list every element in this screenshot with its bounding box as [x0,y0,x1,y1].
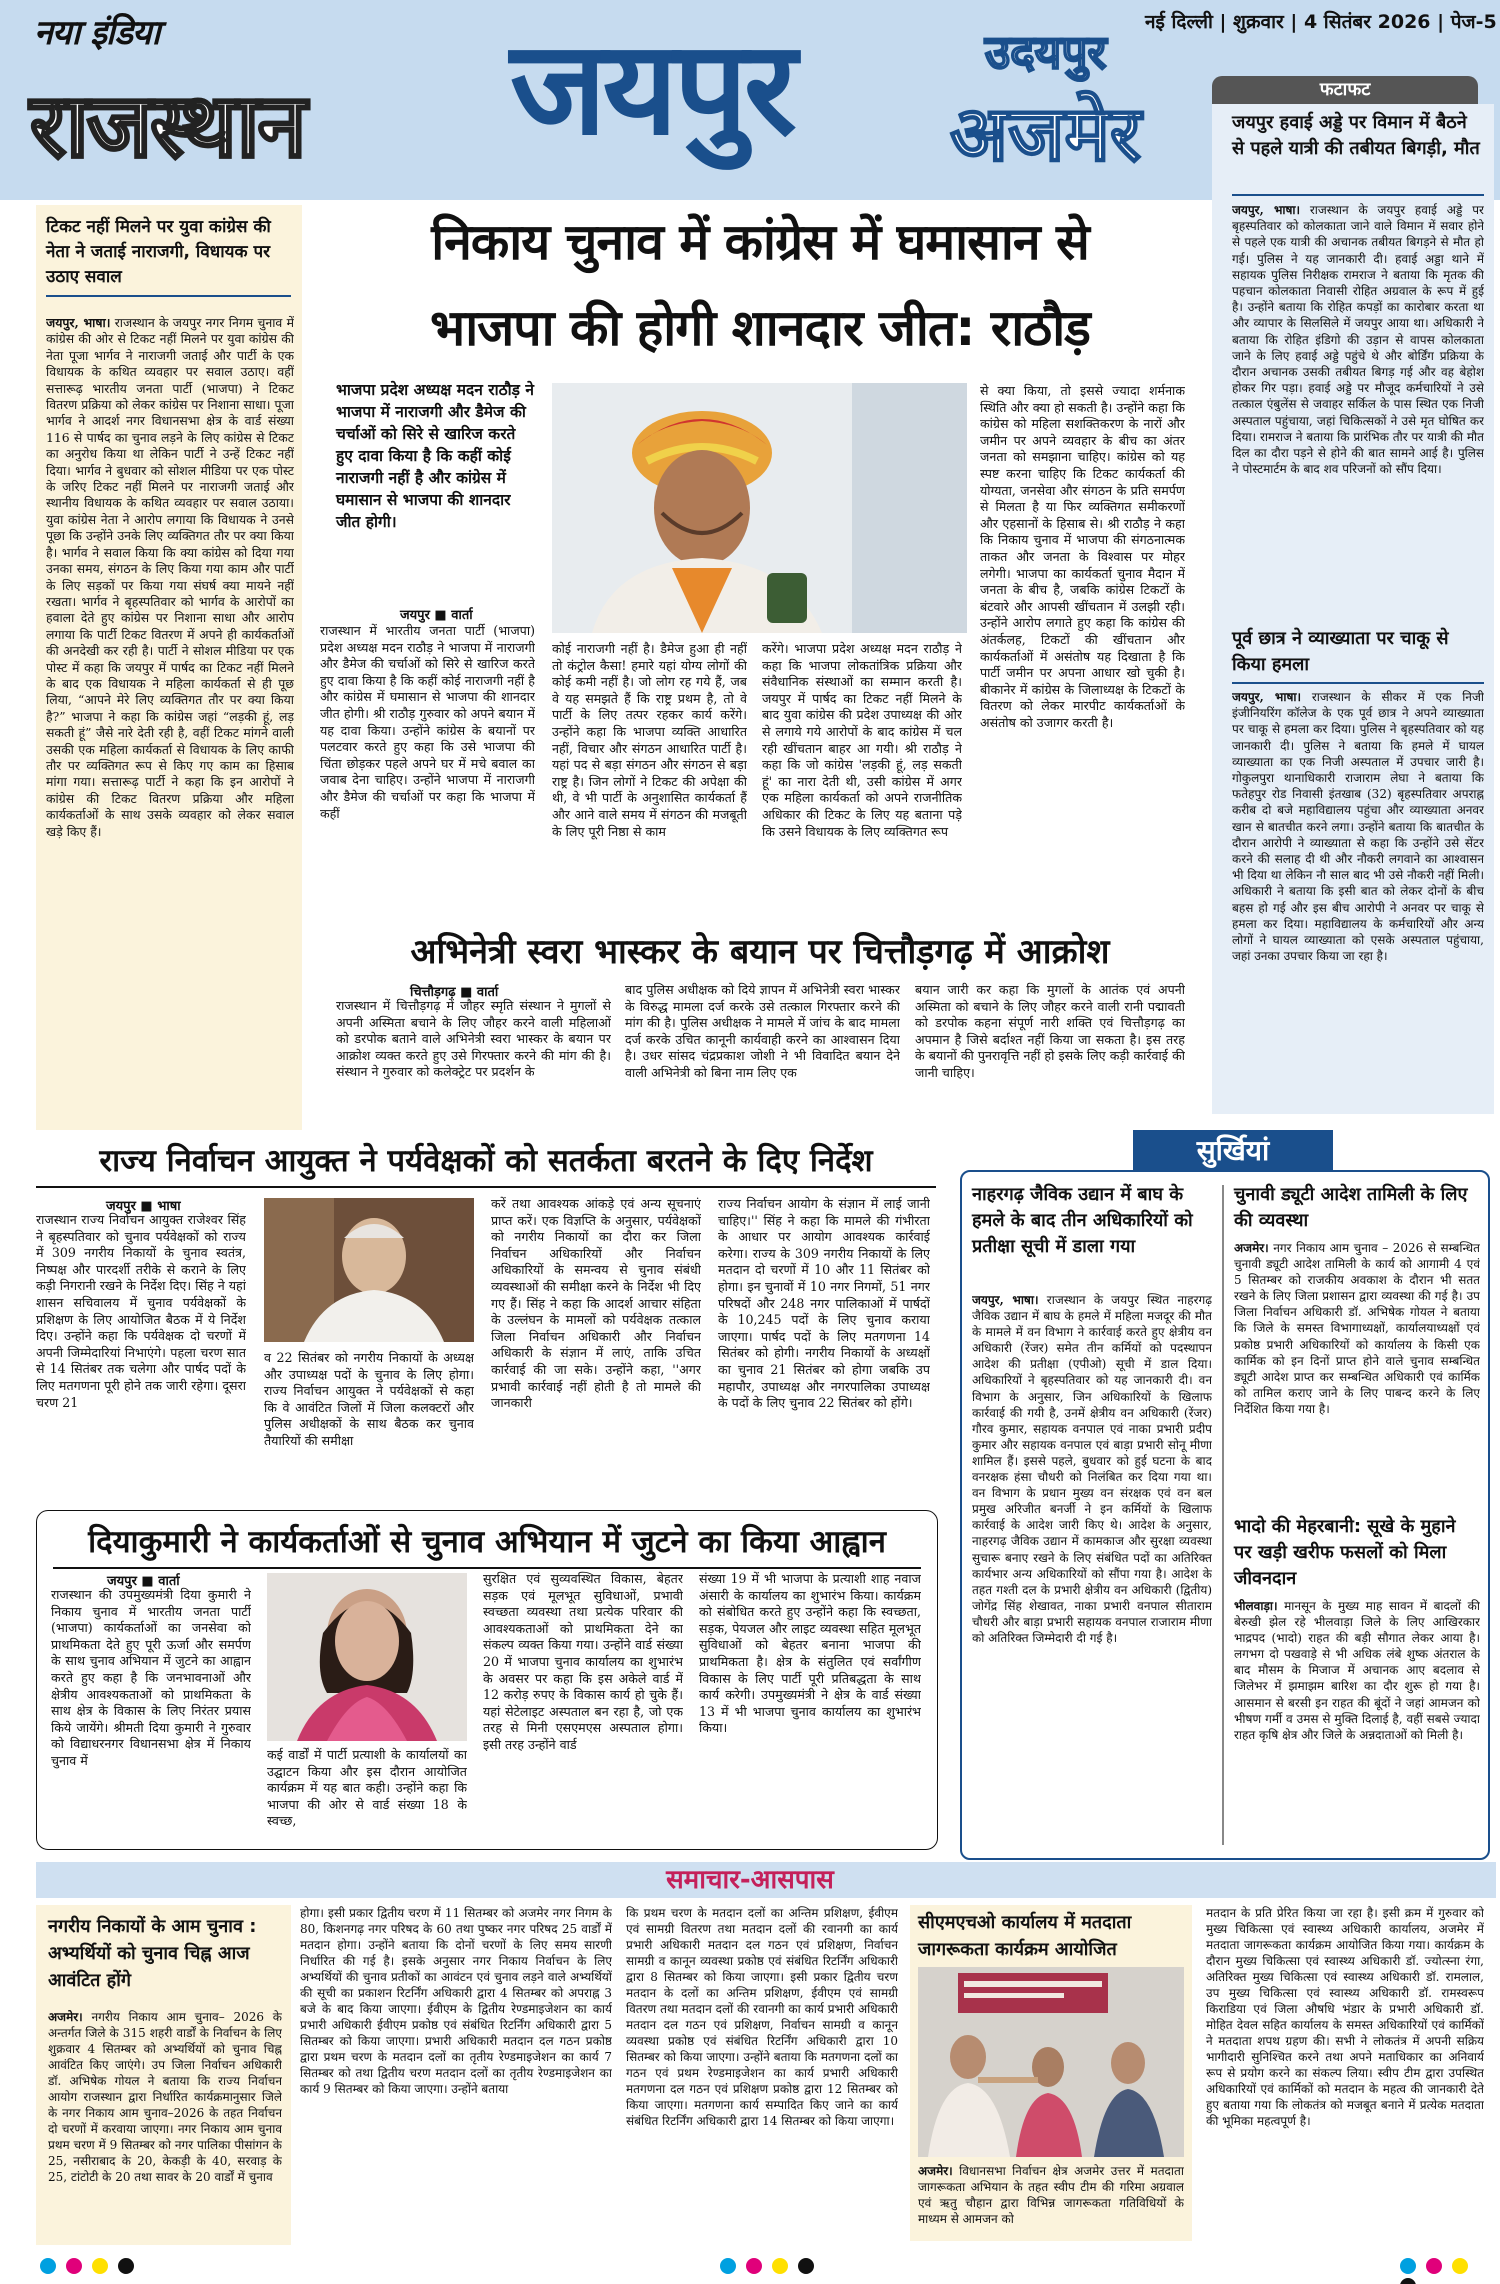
election-byline: जयपुर ■ भाषा [106,1199,181,1214]
surkhiyan-body-3: भीलवाड़ा। मानसून के मुख्य माह सावन में बादलों की बेरुखी झेल रहे भीलवाड़ा जिले के लिए आखिरकार भाद्रपद (भादो) राहत की बड़ी सौगात लेकर आया है। लगभग दो पखवाड़े से भी अधिक लंबे शुष्क अंतराल के बाद मौसम के मिजाज में अचानक आए बदलाव से जिलेभर में झमाझम बारिश का दौर शुरू हो गया है। आसमान से बरसी इन राहत की बूंदों ने जहां आमजन को भीषण गर्मी व उमस से मुक्ति दिलाई है, वहीं सबसे ज्यादा राहत कृषि क्षेत्र और जिले के अन्नदाताओं को मिली है। [1234,1599,1480,1742]
swara-byline: चित्तौड़गढ़ ■ वार्ता [410,985,499,1000]
print-color-marks [720,2258,824,2278]
lead-col-1: राजस्थान में भारतीय जनता पार्टी (भाजपा) प्रदेश अध्यक्ष मदन राठौड़ ने भाजपा में नाराजगी और डैमेज की चर्चाओं को सिरे से खारिज करते हुए दावा किया है कि कहीं कोई नाराजगी नहीं है और कांग्रेस में घमासान से भाजपा की शानदार जीत होगी। श्री राठौड़ गुरुवार को अपने बयान में यह दावा किया। उन्होंने कांग्रेस के बयानों पर पलटवार करते हुए कहा कि उसे भाजपा की चिंता छोड़कर पहले अपने घर में मचे बवाल का जवाब देना चाहिए। उन्होंने भाजपा में नाराजगी और डैमेज की चर्चाओं पर कहा कि भाजपा में कहीं [320,623,535,821]
official-photo-icon [264,1198,474,1342]
election-col-1: राजस्थान राज्य निर्वाचन आयुक्त राजेश्वर सिंह ने बृहस्पतिवार को चुनाव पर्यवेक्षकों को राज्य में 309 नगरीय निकायों के चुनाव स्वतंत्र, निष्पक्ष और पारदर्शी तरीके से कराने के लिए कड़ी निगरानी रखने के निर्देश दिए। सिंह ने यहां शासन सचिवालय में चुनाव पर्यवेक्षकों के प्रशिक्षण के लिए आयोजित बैठक में ये निर्देश दिए। उन्होंने कहा कि पर्यवेक्षक दो चरणों में अपनी जिम्मेदारियां निभाएंगे। पहला चरण सात से 14 सितंबर तक चलेगा और पार्षद पदों के लिए मतगणना पूरी होने तक जारी रहेगा। दूसरा चरण 21 [36,1212,246,1410]
city-title-ajmer: अजमेर [950,89,1141,178]
diya-col-3: सुरक्षित एवं सुव्यवस्थित विकास, बेहतर सड़क एवं मूलभूत सुविधाओं, प्रभावी स्वच्छता व्यवस्था तथा प्रत्येक परिवार की आवश्यकताओं को प्राथमिकता देने का संकल्प व्यक्त किया गया। उन्होंने वार्ड संख्या 20 में भाजपा चुनाव कार्यालय का शुभारंभ के अवसर पर कहा कि इस अकेले वार्ड में 12 करोड़ रुपए के विकास कार्य हो चुके हैं। यहां सेटेलाइट अस्पताल बन रहा है, जो एक तरह से मिनी एसएमएस अस्पताल होगा। इसी तरह उन्होंने वार्ड [483,1571,683,1752]
fatafat-headline-1: जयपुर हवाई अड्डे पर विमान में बैठने से पहले यात्री की तबीयत बिगड़ी, मौत [1232,112,1480,159]
fatafat-body-1: जयपुर, भाषा। राजस्थान के जयपुर हवाई अड्डे पर बृहस्पतिवार को कोलकाता जाने वाले विमान में सवार होने से पहले एक यात्री की अचानक तबीयत बिगड़ने से मौत हो गई। पुलिस ने यह जानकारी दी। हवाई अड्डा थाने में सहायक पुलिस निरीक्षक रामराज ने बताया कि मृतक की पहचान कोलकाता निवासी रोहित अग्रवाल के रूप में हुई है। उन्होंने बताया कि रोहित कपड़ों का कारोबार करता था और व्यापार के सिलसिले में जयपुर आया था। अधिकारी ने बताया कि रोहित इंडिगो की उड़ान से वापस कोलकाता जाने के लिए हवाई अड्डे पहुंचे थे और बोर्डिंग प्रक्रिया के दौरान अचानक उसकी तबीयत बिगड़ गई और वह बेहोश होकर गिर पड़ा। हवाई अड्डे पर मौजूद कर्मचारियों ने उसे तत्काल एंबुलेंस से जवाहर सर्किल के पास स्थित एक निजी अस्पताल पहुंचाया, जहां चिकित्सकों ने उसे मृत घोषित कर दिया। रामराज ने बताया कि प्रारंभिक तौर पर यात्री की मौत दिल का दौरा पड़ने से होने की बात सामने आई है। पुलिस ने पोस्टमार्टम के बाद शव परिजनों को सौंप दिया। [1232,203,1484,477]
diya-col-1: राजस्थान की उपमुख्यमंत्री दिया कुमारी ने निकाय चुनाव में भारतीय जनता पार्टी (भाजपा) कार्यकर्ताओं का जनसेवा को प्राथमिकता देते हुए पूरी ऊर्जा और समर्पण के साथ चुनाव अभियान में जुटने का आह्वान करते हुए कहा है कि जनभावनाओं और क्षेत्रीय आवश्यकताओं को प्राथमिकता के साथ क्षेत्र के विकास के लिए निरंतर प्रयास किये जायेंगे। श्रीमती दिया कुमारी ने गुरुवार को विद्याधरनगर विधानसभा क्षेत्र में निकाय चुनाव में [51,1587,251,1768]
aaspaas-headline-1: नगरीय निकायों के आम चुनाव : अभ्यर्थियों को चुनाव चिह्न आज आवंटित होंगे [48,1916,257,1991]
rathore-photo [552,383,967,633]
aaspaas-story1-col-1: अजमेर। नगरीय निकाय आम चुनाव– 2026 के अन्तर्गत जिले के 315 शहरी वार्डों के निर्वाचन के लिए शुक्रवार 4 सितम्बर को अभ्यर्थियों को चुनाव चिह्न आवंटित किए जाएंगे। उप जिला निर्वाचन अधिकारी डॉ. अभिषेक गोयल ने बताया कि राज्य निर्वाचन आयोग राजस्थान द्वारा निर्धारित कार्यक्रमानुसार जिले के नगर निकाय आम चुनाव–2026 के तहत निर्वाचन दो चरणों में करवाया जाएगा। नगर निकाय आम चुनाव प्रथम चरण में 9 सितम्बर को नगर पालिका पीसांगन के 25, नसीराबाद के 20, केकड़ी के 40, सरवाड़ के 25, टांटोटी के 20 तथा सावर के 20 वार्डों में चुनाव [48,2010,282,2184]
fatafat-body-2: जयपुर, भाषा। राजस्थान के सीकर में एक निजी इंजीनियरिंग कॉलेज के एक पूर्व छात्र ने अपने व्याख्याता पर चाकू से हमला कर दिया। पुलिस ने बृहस्पतिवार को यह जानकारी दी। पुलिस ने बताया कि हमले में घायल व्याख्याता का एक निजी अस्पताल में उपचार जारी है। गोकुलपुरा थानाधिकारी राजाराम लेघा ने बताया कि फतेहपुर रोड निवासी इंतखाब (32) बृहस्पतिवार अपराह्न करीब दो बजे महाविद्यालय पहुंचा और व्याख्याता अनवर खान से बातचीत करने लगा। उन्होंने बताया कि बातचीत के दौरान आरोपी ने व्याख्याता से कहा कि उन्होंने उसे सेंटर करने की सलाह दी थी और नौकरी लगवाने का आश्वासन भी दिया था लेकिन नौ साल बाद भी उसे नौकरी नहीं मिली। अधिकारी ने बताया कि इसी बात को लेकर दोनों के बीच बहस हो गई और इस बीच आरोपी ने अनवर पर चाकू से हमला कर दिया। महाविद्यालय के कर्मचारियों और अन्य लोगों ने घायल व्याख्याता को एसके अस्पताल पहुंचाया, जहां उनका उपचार किया जा रहा है। [1232,690,1484,964]
divider [53,1567,921,1569]
lead-byline: जयपुर ■ वार्ता [400,608,473,623]
city-title-jaipur: जयपुर [510,12,793,164]
print-color-marks [1400,2258,1500,2284]
election-col-2: व 22 सितंबर को नगरीय निकायों के अध्यक्ष और उपाध्यक्ष पदों के चुनाव के लिए होगा। राज्य निर्वाचन आयुक्त ने पर्यवेक्षकों से कहा कि वे आवंटित जिलों में जिला कलक्टरों और पुलिस अधीक्षकों के साथ बैठक कर चुनाव तैयारियों की समीक्षा [264,1350,474,1448]
left-story-body: जयपुर, भाषा। राजस्थान के जयपुर नगर निगम चुनाव में कांग्रेस की ओर से टिकट नहीं मिलने पर युवा कांग्रेस की नेता पूजा भार्गव ने नाराजगी जताई और पार्टी के एक विधायक के कथित व्यवहार पर सवाल उठाए। वहीं सत्तारूढ़ भारतीय जनता पार्टी (भाजपा) ने टिकट वितरण प्रक्रिया को लेकर कांग्रेस पर निशाना साधा। पूजा भार्गव ने आदर्श नगर विधानसभा क्षेत्र के वार्ड संख्या 116 से पार्षद का चुनाव लड़ने के लिए कांग्रेस से टिकट का अनुरोध किया था लेकिन पार्टी ने उन्हें टिकट नहीं दिया। भार्गव ने बुधवार को सोशल मीडिया पर एक पोस्ट के जरिए टिकट नहीं मिलने पर नाराजगी जताई और स्थानीय विधायक के कथित व्यवहार पर सवाल उठाया। युवा कांग्रेस नेता ने आरोप लगाया कि विधायक ने उनसे पूछा कि उन्होंने उनके लिए व्यक्तिगत तौर पर क्या किया है। भार्गव ने सवाल किया कि क्या कांग्रेस को दिया गया उनका समय, संगठन के लिए किया गया काम और पार्टी के लिए सड़कों पर किया गया संघर्ष क्या मायने नहीं रखता। भार्गव ने बृहस्पतिवार को भार्गव के आरोपों का हवाला देते हुए कांग्रेस पर निशाना साधा और आरोप लगाया कि पार्टी टिकट वितरण में अपने ही कार्यकर्ताओं की अनदेखी कर रही है। पार्टी ने सोशल मीडिया पर एक पोस्ट में कहा कि जयपुर में पार्षद का टिकट नहीं मिलने के बाद एक विधायक ने महिला कार्यकर्ता से ही पूछ लिया, “आपने मेरे लिए व्यक्तिगत तौर पर क्या किया है?” भाजपा ने कहा कि कांग्रेस जहां “लड़की हूं, लड़ सकती हूं” जैसे नारे देती रही है, वहीं टिकट मांगने वाली उसकी एक महिला कार्यकर्ता से विधायक के लिए काफी तौर पर व्यक्तिगत रूप से किए गए काम का हिसाब मांगा गया। सत्तारूढ़ पार्टी ने कहा कि इन आरोपों ने कांग्रेस की टिकट वितरण प्रक्रिया और महिला कार्यकर्ताओं के साथ उसके व्यवहार को लेकर सवाल खड़े किए हैं। [46,315,294,839]
lead-col-2: कोई नाराजगी नहीं है। डैमेज हुआ ही नहीं तो कंट्रोल कैसा! हमारे यहां योग्य लोगों की कोई कमी नहीं है। जो लोग रह गये हैं, जब वे यह समझते हैं कि राष्ट्र प्रथम है, तो वे पार्टी के लिए तत्पर रहकर कार्य करेंगे। उन्होंने कहा कि भाजपा व्यक्ति आधारित नहीं, विचार और संगठन आधारित पार्टी है। यहां पद से बड़ा संगठन और संगठन से बड़ा राष्ट्र है। जिन लोगों ने टिकट की अपेक्षा की थी, वे भी पार्टी के अनुशासित कार्यकर्ता हैं और आने वाले समय में संगठन की मजबूती के लिए पूरी निष्ठा से काम [552,641,747,839]
left-story-headline: टिकट नहीं मिलने पर युवा कांग्रेस की नेता ने जताई नाराजगी, विधायक पर उठाए सवाल [46,217,271,287]
politician-photo-icon [552,383,967,633]
election-headline: राज्य निर्वाचन आयुक्त ने पर्यवेक्षकों को सतर्कता बरतने के दिए निर्देश [99,1143,873,1179]
deputy-cm-photo-icon [267,1573,467,1741]
print-color-marks [40,2258,144,2278]
city-title-udaipur: उदयपुर [985,25,1107,79]
swara-col-3: बयान जारी कर कहा कि मुगलों के आतंक एवं अपनी अस्मिता को बचाने के लिए जौहर करने वाली रानी पद्मावती को डरपोक कहना संपूर्ण नारी शक्ति एवं चित्तौड़गढ़ का अपमान है जिसे बर्दाश्त नहीं किया जा सकता है। इस तरह के बयानों की पुनरावृत्ति नहीं हो इसके लिए कड़ी कार्रवाई की जानी चाहिए। [915,982,1185,1080]
aaspaas-story2-col-1: अजमेर। विधानसभा निर्वाचन क्षेत्र अजमेर उत्तर में मतदाता जागरूकता अभियान के तहत स्वीप टीम की गरिमा अग्रवाल एवं ऋतु चौहान द्वारा विभिन्न जागरूकता गतिविधियों के माध्यम से आमजन को [918,2164,1184,2226]
lead-pull-quote: भाजपा प्रदेश अध्यक्ष मदन राठौड़ ने भाजपा में नाराजगी और डैमेज की चर्चाओं को सिरे से खारिज करते हुए दावा किया है कि कहीं कोई नाराजगी नहीं है और कांग्रेस में घमासान से भाजपा की शानदार जीत होगी। [336,381,534,531]
diya-byline: जयपुर ■ वार्ता [107,1574,180,1589]
lead-headline-line-2: भाजपा की होगी शानदार जीत: राठौड़ [430,299,1090,357]
issue-dateline: नई दिल्ली | शुक्रवार | 4 सितंबर 2026 | पेज-5 [1145,11,1497,33]
swara-headline: अभिनेत्री स्वरा भास्कर के बयान पर चित्तौड़गढ़ में आक्रोश [410,932,1110,972]
diya-col-2: कई वार्डों में पार्टी प्रत्याशी के कार्यालयों का उद्घाटन किया और इस दौरान आयोजित कार्यक्रम में यह बात कही। उन्होंने कहा कि भाजपा की ओर से वार्ड संख्या 18 के स्वच्छ, [267,1747,467,1829]
surkhiyan-label: सुर्खियां [1133,1130,1333,1172]
diya-headline: दियाकुमारी ने कार्यकर्ताओं से चुनाव अभियान में जुटने का किया आह्वान [88,1524,886,1560]
lead-col-4: से क्या किया, तो इससे ज्यादा शर्मनाक स्थिति और क्या हो सकती है। उन्होंने कहा कि कांग्रेस को महिला सशक्तिकरण के नारों और जमीन पर अपने व्यवहार के बीच का अंतर जनता को समझाना चाहिए। कांग्रेस को यह स्पष्ट करना चाहिए कि टिकट कार्यकर्ता की योग्यता, जनसेवा और संगठन के प्रति समर्पण से मिलता है या फिर व्यक्तिगत समीकरणों और एहसानों के हिसाब से। श्री राठौड़ ने कहा कि निकाय चुनाव में भाजपा की संगठनात्मक ताकत और जनता के विश्वास पर मोहर लगेगी। भाजपा का कार्यकर्ता चुनाव मैदान में जनता के बीच है, जबकि कांग्रेस टिकटों के बंटवारे और आपसी खींचतान में उलझी रही। उन्होंने आरोप लगाते हुए कहा कि कांग्रेस की अंतर्कलह, टिकटों की खींचतान और कार्यकर्ताओं में असंतोष यह दिखाता है कि पार्टी जमीन पर अपना आधार खो चुकी है। बीकानेर में कांग्रेस के जिलाध्यक्ष के टिकटों के वितरण को लेकर मारपीट कार्यकर्ताओं के असंतोष को उजागर करती है। [980,383,1185,730]
brand-name: नया इंडिया [34,13,160,53]
election-photo [264,1198,474,1342]
lead-story [320,205,1200,930]
surkhiyan-body-2: अजमेर। नगर निकाय आम चुनाव – 2026 से सम्बन्धित चुनावी ड्यूटी आदेश तामिली के कार्य को आगामी 4 एवं 5 सितम्बर को राजकीय अवकाश के दौरान भी सतत रखने के लिए जिला प्रशासन द्वारा व्यवस्था की गई है। उप जिला निर्वाचन अधिकारी डॉ. अभिषेक गोयल ने बताया कि जिले के समस्त विभागाध्यक्षों, कार्यालयाध्यक्षों एवं प्रकोष्ठ प्रभारी अधिकारियों को कार्यालय के किसी एक कार्मिक को इन दिनों प्राप्त होने वाले चुनाव सम्बन्धित ड्यूटी आदेश प्राप्त कर सम्बन्धित अधिकारी एवं कार्मिक को तामिल कराए जाने के लिए पाबन्द करने के लिए निर्देशित किया गया है। [1234,1241,1480,1416]
cmho-photo [918,1967,1184,2157]
divider [1232,194,1484,196]
fatafat-column [1212,104,1494,1114]
swara-col-1: राजस्थान में चित्तौड़गढ़ में जौहर स्मृति संस्थान ने मुगलों से अपनी अस्मिता बचाने के लिए जौहर करने वाली महिलाओं को डरपोक बताने वाले अभिनेत्री स्वरा भास्कर के बयान पर आक्रोश व्यक्त करते हुए उसे गिरफ्तार करने की मांग की है। संस्थान ने गुरुवार को कलेक्ट्रेट पर प्रदर्शन के [336,998,611,1080]
surkhiyan-headline-2: चुनावी ड्यूटी आदेश तामिली के लिए की व्यवस्था [1234,1184,1468,1231]
aaspaas-story1-col-3: कि प्रथम चरण के मतदान दलों का अन्तिम प्रशिक्षण, ईवीएम एवं सामग्री वितरण तथा मतदान दलों की रवानगी का कार्य प्रभारी अधिकारी मतदान दल गठन एवं प्रशिक्षण, निर्वाचन सामग्री व कानून व्यवस्था प्रकोष्ठ एवं संबंधित रिटर्निंग अधिकारी द्वारा 8 सितम्बर को किया जाएगा। इसी प्रकार द्वितीय चरण मतदान के दलों का अन्तिम प्रशिक्षण, ईवीएम एवं सामग्री वितरण तथा मतदान दलों की रवानगी का कार्य प्रभारी अधिकारी मतदान दल गठन एवं प्रशिक्षण, निर्वाचन सामग्री व कानून व्यवस्था प्रकोष्ठ एवं संबंधित रिटर्निंग अधिकारी द्वारा 10 सितम्बर को किया जाएगा। उन्होंने बताया कि मतगणना दलों का गठन एवं प्रथम रेण्डमाइजेशन का कार्य प्रभारी अधिकारी मतगणना दल गठन एवं प्रशिक्षण प्रकोष्ठ द्वारा 12 सितम्बर को किया जाएगा। मतगणना कार्य सम्पादित किए जाने का कार्य संबंधित रिटर्निंग अधिकारी द्वारा 14 सितम्बर को किया जाएगा। [626,1906,898,2128]
swara-story [320,930,1200,1128]
diya-photo [267,1573,467,1741]
election-col-3: करें तथा आवश्यक आंकड़े एवं अन्य सूचनाएं प्राप्त करें। एक विज्ञप्ति के अनुसार, पर्यवेक्षकों को नगरीय निकायों का दौरा कर जिला निर्वाचन अधिकारियों और निर्वाचन अधिकारियों के समन्वय से चुनाव संबंधी व्यवस्थाओं की समीक्षा करने के निर्देश भी दिए गए हैं। सिंह ने कहा कि आदर्श आचार संहिता के उल्लंघन के मामलों को पर्यवेक्षक तत्काल जिला निर्वाचन अधिकारी और निर्वाचन अधिकारी के संज्ञान में लाएं, ताकि उचित कार्रवाई की जा सके। उन्होंने कहा, ''अगर प्रभावी कार्रवाई नहीं होती है तो मामले की जानकारी [491,1196,701,1411]
election-story [36,1140,936,1500]
surkhiyan-headline-3: भादो की मेहरबानी: सूखे के मुहाने पर खड़ी खरीफ फसलों को मिला जीवनदान [1234,1516,1456,1589]
swara-col-2: बाद पुलिस अधीक्षक को दिये ज्ञापन में अभिनेत्री स्वरा भास्कर के विरुद्ध मामला दर्ज करके उसे तत्काल गिरफ्तार करने की मांग की है। पुलिस अधीक्षक ने मामले में जांच के बाद मामला दर्ज करके उचित कानूनी कार्यवाही करने का आश्वासन दिया है। उधर सांसद चंद्रप्रकाश जोशी ने भी विवादित बयान देने वाली अभिनेत्री को बिना नाम लिए एक [625,982,900,1080]
divider [46,295,291,297]
aaspaas-label: समाचार-आसपास [666,1865,834,1895]
column-divider [1222,1185,1224,1845]
fatafat-label: फटाफट [1212,76,1478,104]
aaspaas-story2-col-2: मतदान के प्रति प्रेरित किया जा रहा है। इसी क्रम में गुरुवार को मुख्य चिकित्सा एवं स्वास्थ्य अधिकारी कार्यालय, अजमेर में मतदाता जागरूकता कार्यक्रम आयोजित किया गया। कार्यक्रम के दौरान मुख्य चिकित्सा एवं स्वास्थ्य अधिकारी डॉ. ज्योत्स्ना रंगा, अतिरिक्त मुख्य चिकित्सा एवं स्वास्थ्य अधिकारी डॉ. रामलाल, उप मुख्य चिकित्सा एवं स्वास्थ्य अधिकारी डॉ. रामस्वरूप किराडिया एवं जिला औषधि भंडार के प्रभारी अधिकारी डॉ. मोहित देवल सहित कार्यालय के समस्त अधिकारियों एवं कार्मिकों ने मतदाता शपथ ग्रहण की। सभी ने लोकतंत्र में अपनी सक्रिय भागीदारी सुनिश्चित करने तथा अपने मताधिकार का अनिवार्य रूप से प्रयोग करने का संकल्प लिया। स्वीप टीम द्वारा उपस्थित अधिकारियों एवं कार्मिकों को मतदान के महत्व की जानकारी देते हुए बताया गया कि लोकतंत्र को मजबूत बनाने में प्रत्येक मतदाता की भूमिका महत्वपूर्ण है। [1206,1906,1484,2128]
election-col-4: राज्य निर्वाचन आयोग के संज्ञान में लाई जानी चाहिए।'' सिंह ने कहा कि मामले की गंभीरता के आधार पर आयोग आवश्यक कार्रवाई करेगा। राज्य के 309 नगरीय निकायों के लिए मतदान दो चरणों में 10 और 11 सितंबर को होगा। इन चुनावों में 10 नगर निगमों, 51 नगर परिषदों और 248 नगर पालिकाओं में पार्षदों के 10,245 पदों के लिए चुनाव कराया जाएगा। पार्षद पदों के लिए मतगणना 14 सितंबर को होगी। नगरीय निकायों के अध्यक्षों का चुनाव 21 सितंबर को होगा जबकि उप महापौर, उपाध्यक्ष और नगरपालिका उपाध्यक्ष के पदों के लिए चुनाव 22 सितंबर को होंगे। [718,1196,930,1411]
divider [1232,682,1484,684]
aaspaas-headline-2: सीएमएचओ कार्यालय में मतदाता जागरूकता कार्यक्रम आयोजित [918,1912,1132,1960]
aaspaas-story-1-lead [36,1905,291,2245]
diya-col-4: संख्या 19 में भी भाजपा के प्रत्याशी शाह नवाज अंसारी के कार्यालय का शुभारंभ किया। कार्यक्रम को संबोधित करते हुए उन्होंने कहा कि स्वच्छता, सड़क, पेयजल और लाइट व्यवस्था सहित मूलभूत सुविधाओं को बेहतर बनाना भाजपा की प्राथमिकता है। क्षेत्र के संतुलित एवं सर्वांगीण विकास के लिए पार्टी पूरी प्रतिबद्धता के साथ कार्य करेगी। उपमुख्यमंत्री ने क्षेत्र के वार्ड संख्या 13 में भी भाजपा चुनाव कार्यालय का शुभारंभ किया। [699,1571,921,1736]
lead-headline-line-1: निकाय चुनाव में कांग्रेस में घमासान से [431,213,1089,271]
fatafat-headline-2: पूर्व छात्र ने व्याख्याता पर चाकू से किया हमला [1232,628,1449,675]
surkhiyan-body-1: जयपुर, भाषा। राजस्थान के जयपुर स्थित नाहरगढ़ जैविक उद्यान में बाघ के हमले में महिला मजदूर की मौत के मामले में वन विभाग ने कार्रवाई करते हुए क्षेत्रीय वन अधिकारी (रेंजर) समेत तीन कर्मियों को पदस्थापन आदेश की प्रतीक्षा (एपीओ) सूची में डाल दिया। अधिकारियों ने बृहस्पतिवार को यह जानकारी दी। वन विभाग के अनुसार, जिन अधिकारियों के खिलाफ कार्रवाई की गयी है, उनमें क्षेत्रीय वन अधिकारी (रेंजर) गौरव कुमार, सहायक वनपाल एवं नाका प्रभारी प्रदीप कुमार और सहायक वनपाल एवं बाड़ा प्रभारी सोनू मीणा शामिल हैं। इससे पहले, बुधवार को हुई घटना के बाद वनरक्षक हंसा चौधरी को निलंबित कर दिया गया था। वन विभाग के प्रधान मुख्य वन संरक्षक एवं वन बल प्रमुख अरिजीत बनर्जी ने इन कर्मियों के खिलाफ कार्रवाई के आदेश जारी किए थे। आदेश के अनुसार, नाहरगढ़ जैविक उद्यान में कामकाज और सुरक्षा व्यवस्था सुचारू बनाए रखने के लिए संबंधित पदों का अतिरिक्त कार्यभार अन्य अधिकारियों को सौंपा गया है। आदेश के तहत गश्ती दल के प्रभारी क्षेत्रीय वन अधिकारी (द्वितीय) जोगेंद्र सिंह शेखावत, नाका प्रभारी वनपाल सीताराम चौधरी और बाड़ा प्रभारी सहायक वनपाल राजाराम मीणा को अतिरिक्त जिम्मेदारी दी गई है। [972,1293,1212,1645]
event-photo-icon [918,1967,1184,2157]
state-title: राजस्थान [30,74,305,177]
lead-col-3: करेंगे। भाजपा प्रदेश अध्यक्ष मदन राठौड़ ने कहा कि भाजपा लोकतांत्रिक प्रक्रिया और संवैधानिक संस्थाओं का सम्मान करती है। जयपुर में पार्षद का टिकट नहीं मिलने के बाद युवा कांग्रेस की प्रदेश उपाध्यक्ष की ओर से लगाये गये आरोपों के बाद कांग्रेस में चल रही खींचतान बाहर आ गयी। श्री राठौड़ ने कहा कि जो कांग्रेस 'लड़की हूं, लड़ सकती हूं' का नारा देती थी, उसी कांग्रेस में अगर एक महिला कार्यकर्ता को अपने राजनीतिक अधिकार की टिकट के लिए यह बताना पड़े कि उसने विधायक के लिए व्यक्तिगत रूप [762,641,962,839]
diya-story [36,1510,938,1850]
aaspaas-story1-col-2: होगा। इसी प्रकार द्वितीय चरण में 11 सितम्बर को अजमेर नगर निगम के 80, किशनगढ़ नगर परिषद के 60 तथा पुष्कर नगर परिषद 25 वार्डों में मतदान होगा। उन्होंने बताया कि दोनों चरणों के लिए समय सारणी निर्धारित की गई है। इसके अनुसार नगर निकाय निर्वाचन के लिए अभ्यर्थियों की चुनाव प्रतीकों का आवंटन एवं चुनाव लड़ने वाले अभ्यर्थियों की सूची का प्रकाशन रिटर्निंग अधिकारी द्वारा 4 सितम्बर को अपराह्न 3 बजे के बाद किया जाएगा। ईवीएम के द्वितीय रेण्डमाइजेशन का कार्य प्रभारी अधिकारी ईवीएम प्रकोष्ठ एवं संबंधित रिटर्निंग अधिकारी द्वारा 5 सितम्बर को किया जाएगा। प्रभारी अधिकारी मतदान दल गठन प्रकोष्ठ द्वारा प्रथम चरण के मतदान दलों का तृतीय रेण्डमाइजेशन का कार्य 7 सितम्बर को तथा द्वितीय चरण मतदान दलों का तृतीय रेण्डमाइजेशन का कार्य 9 सितम्बर को किया जाएगा। उन्होंने बताया [300,1906,612,2096]
surkhiyan-headline-1: नाहरगढ़ जैविक उद्यान में बाघ के हमले के बाद तीन अधिकारियों को प्रतीक्षा सूची में डाला गया [972,1184,1193,1257]
divider [36,1186,936,1188]
left-story-column [36,205,302,1130]
aaspaas-story-2-lead [910,1905,1192,2241]
